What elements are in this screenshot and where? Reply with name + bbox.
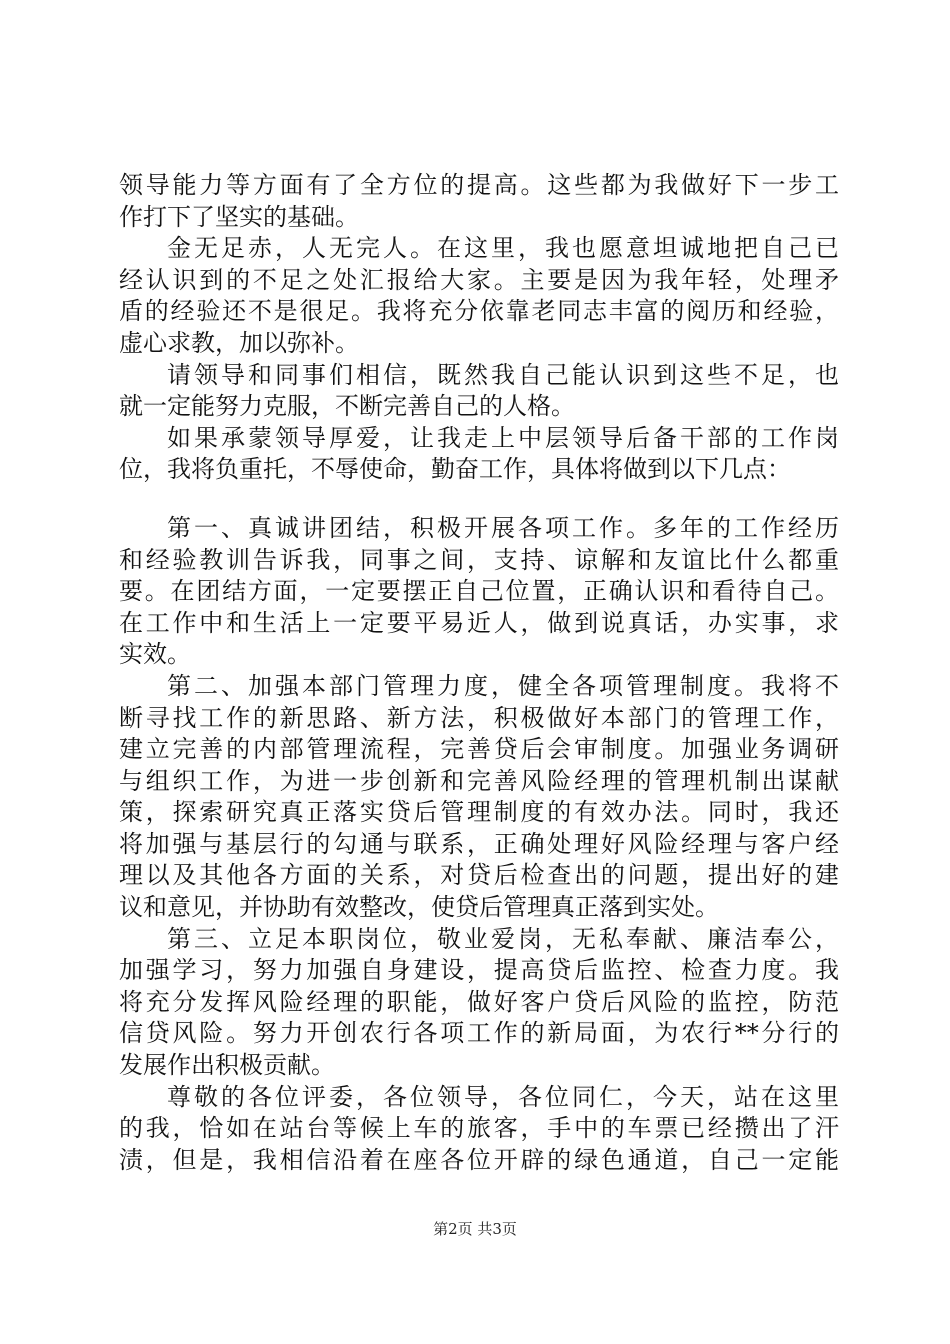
text-line: 与组织工作，为进一步创新和完善风险经理的管理机制出谋献 <box>119 766 839 795</box>
text-line: 理以及其他各方面的关系，对贷后检查出的问题，提出好的建 <box>119 861 839 890</box>
document-body <box>119 170 839 1176</box>
text-line: 经认识到的不足之处汇报给大家。主要是因为我年轻，处理矛 <box>119 265 839 294</box>
text-line: 渍，但是，我相信沿着在座各位开辟的绿色通道，自己一定能 <box>119 1145 839 1174</box>
text-line: 建立完善的内部管理流程，完善贷后会审制度。加强业务调研 <box>119 735 839 764</box>
text-line: 金无足赤，人无完人。在这里，我也愿意坦诚地把自己已 <box>167 234 839 263</box>
text-line: 发展作出积极贡献。 <box>119 1051 335 1080</box>
text-line: 实效。 <box>119 640 191 669</box>
text-line: 盾的经验还不是很足。我将充分依靠老同志丰富的阅历和经验， <box>119 297 839 326</box>
text-line: 请领导和同事们相信，既然我自己能认识到这些不足，也 <box>167 360 839 389</box>
text-line: 要。在团结方面，一定要摆正自己位置，正确认识和看待自己。 <box>119 577 839 606</box>
text-line: 将充分发挥风险经理的职能，做好客户贷后风险的监控，防范 <box>119 987 839 1016</box>
page-footer: 第2页 共3页 <box>433 1220 517 1238</box>
text-line: 第一、真诚讲团结，积极开展各项工作。多年的工作经历 <box>167 513 839 542</box>
text-line: 加强学习，努力加强自身建设，提高贷后监控、检查力度。我 <box>119 956 839 985</box>
text-line: 作打下了坚实的基础。 <box>119 202 359 231</box>
text-line: 信贷风险。努力开创农行各项工作的新局面，为农行**分行的 <box>119 1019 839 1048</box>
text-line: 就一定能努力克服，不断完善自己的人格。 <box>119 392 575 421</box>
text-line: 在工作中和生活上一定要平易近人，做到说真话，办实事，求 <box>119 608 839 637</box>
text-line: 的我，恰如在站台等候上车的旅客，手中的车票已经攒出了汗 <box>119 1114 839 1143</box>
text-line: 和经验教训告诉我，同事之间，支持、谅解和友谊比什么都重 <box>119 545 839 574</box>
text-line: 尊敬的各位评委，各位领导，各位同仁，今天，站在这里 <box>167 1082 839 1111</box>
text-line: 位，我将负重托，不辱使命，勤奋工作，具体将做到以下几点： <box>119 455 791 484</box>
text-line: 第二、加强本部门管理力度，健全各项管理制度。我将不 <box>167 671 839 700</box>
text-line: 虚心求教，加以弥补。 <box>119 328 359 357</box>
text-line: 策，探索研究真正落实贷后管理制度的有效办法。同时，我还 <box>119 798 839 827</box>
text-line: 将加强与基层行的勾通与联系，正确处理好风险经理与客户经 <box>119 829 839 858</box>
text-line: 断寻找工作的新思路、新方法，积极做好本部门的管理工作， <box>119 703 839 732</box>
text-line: 第三、立足本职岗位，敬业爱岗，无私奉献、廉洁奉公， <box>167 924 839 953</box>
text-line: 如果承蒙领导厚爱，让我走上中层领导后备干部的工作岗 <box>167 423 839 452</box>
text-line: 领导能力等方面有了全方位的提高。这些都为我做好下一步工 <box>119 171 839 199</box>
text-line: 议和意见，并协助有效整改，使贷后管理真正落到实处。 <box>119 893 719 922</box>
paragraph-gap <box>119 486 839 513</box>
